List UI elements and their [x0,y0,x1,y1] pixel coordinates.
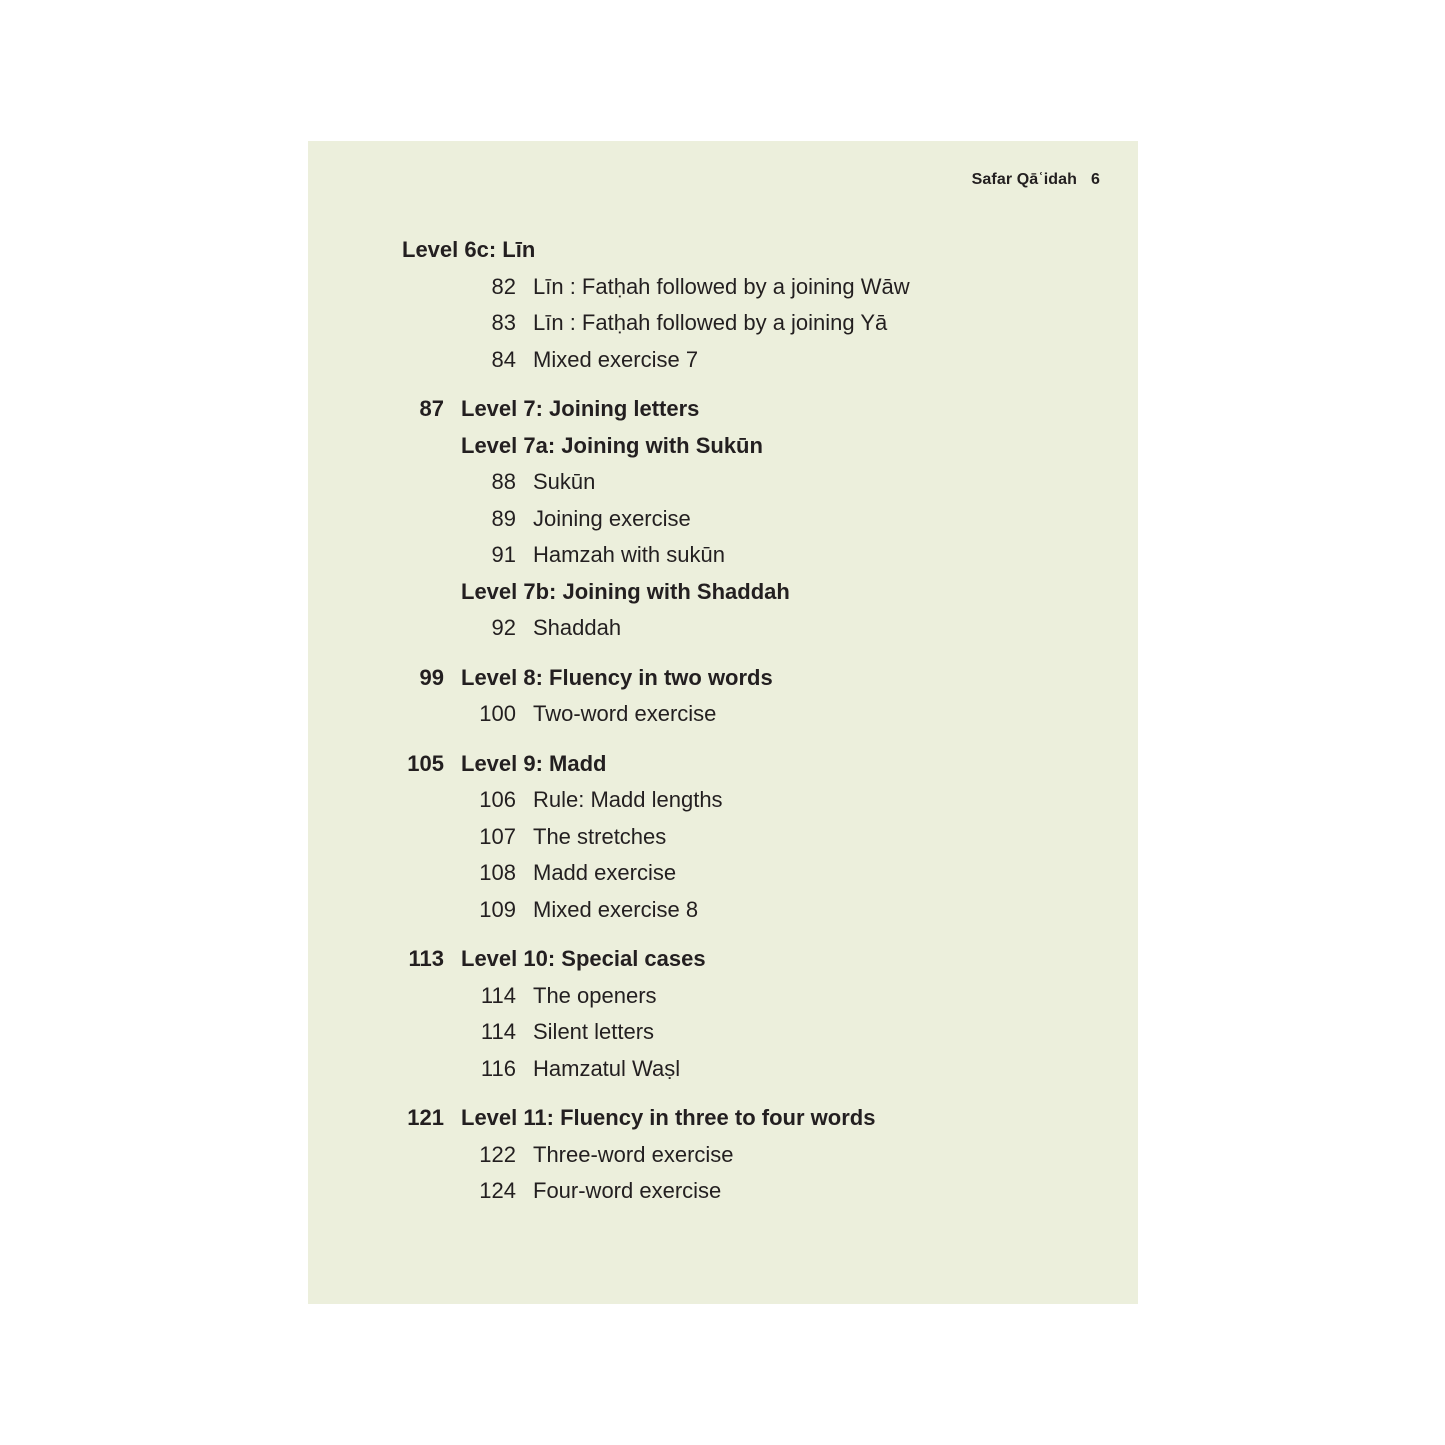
toc-section-heading [402,232,1102,269]
toc-entry [402,1014,1102,1051]
toc-entry-title: Rule: Madd lengths [533,787,723,812]
toc-entry-title: Four-word exercise [533,1178,722,1203]
toc-level-title: Level 11: Fluency in three to four words [461,1105,876,1130]
toc-entry [402,819,1102,856]
toc-entry-page: 91 [491,542,516,567]
toc-entry-title: Madd exercise [533,860,677,885]
toc-entry-title: The stretches [533,823,667,849]
toc-entry-title: Two-word exercise [533,701,717,726]
toc-entry [402,782,1102,819]
toc-level-7 [402,391,1102,428]
toc-entry [402,610,1102,647]
toc-level-title: Level 7: Joining letters [461,396,700,421]
toc-entry-title: Joining exercise [533,505,691,531]
toc-entry-title: Hamzah with sukūn [533,542,725,567]
toc-entry-title: Līn : Fatḥah followed by a joining Yā [533,310,888,335]
toc-entry-title: Mixed exercise 8 [533,896,699,922]
toc-sublevel-title: Level 7a: Joining with Sukūn [461,432,763,458]
toc-entry-page: 109 [479,896,516,922]
toc-level-10 [402,941,1102,978]
toc-entry-page: 82 [491,273,516,299]
toc-level-title: Level 8: Fluency in two words [461,664,773,690]
toc-section-title: Level 6c: Līn [402,237,536,262]
toc-entry-title: Three-word exercise [533,1141,734,1167]
toc-level-page: 99 [419,664,444,690]
toc-entry-title: Sukūn [533,469,596,494]
toc-entry [402,269,1102,306]
toc-entry-title: The openers [533,982,657,1008]
toc-entry-title: Hamzatul Waṣl [533,1055,681,1081]
toc-entry [402,978,1102,1015]
toc-entry-page: 114 [480,1019,516,1044]
toc-entry [402,537,1102,574]
toc-entry-page: 114 [480,982,516,1008]
toc-entry-title: Mixed exercise 7 [533,346,699,372]
toc-entry-page: 106 [479,787,516,812]
toc-level-11 [402,1100,1102,1137]
toc-entry-page: 89 [491,505,516,531]
toc-entry-page: 107 [479,823,516,849]
book-title: Safar Qāʿidah [971,171,1077,188]
toc-entry [402,1137,1102,1174]
toc-level-9 [402,746,1102,783]
toc-entry-title: Līn : Fatḥah followed by a joining Wāw [533,273,910,299]
toc-entry-page: 122 [479,1141,516,1167]
toc-entry-page: 92 [491,615,516,640]
toc-entry [402,1051,1102,1088]
toc-entry-page: 83 [491,310,516,335]
toc-entry [402,501,1102,538]
toc-level-title: Level 9: Madd [461,750,607,776]
toc-entry [402,892,1102,929]
toc-entry [402,464,1102,501]
toc-entry-title: Shaddah [533,615,622,640]
running-head [972,171,1100,189]
book-page [308,141,1138,1304]
toc-level-7b [402,574,1102,611]
toc-level-page: 113 [408,946,444,971]
toc-entry [402,855,1102,892]
toc-entry-page: 84 [491,346,516,372]
toc-entry-page: 88 [491,469,516,494]
page-number: 6 [1091,171,1100,188]
toc-level-title: Level 10: Special cases [461,946,706,971]
toc-entry [402,305,1102,342]
toc-level-page: 105 [407,750,444,776]
table-of-contents [402,232,1102,1210]
toc-entry-page: 116 [480,1055,516,1081]
toc-entry-page: 108 [479,860,516,885]
toc-entry [402,1173,1102,1210]
toc-entry-title: Silent letters [533,1019,655,1044]
toc-sublevel-title: Level 7b: Joining with Shaddah [461,578,790,604]
toc-level-8 [402,660,1102,697]
toc-entry-page: 100 [479,701,516,726]
toc-entry-page: 124 [479,1178,516,1203]
toc-level-page: 121 [407,1105,444,1130]
toc-entry [402,696,1102,733]
toc-entry [402,342,1102,379]
toc-level-7a [402,428,1102,465]
toc-level-page: 87 [419,396,444,421]
